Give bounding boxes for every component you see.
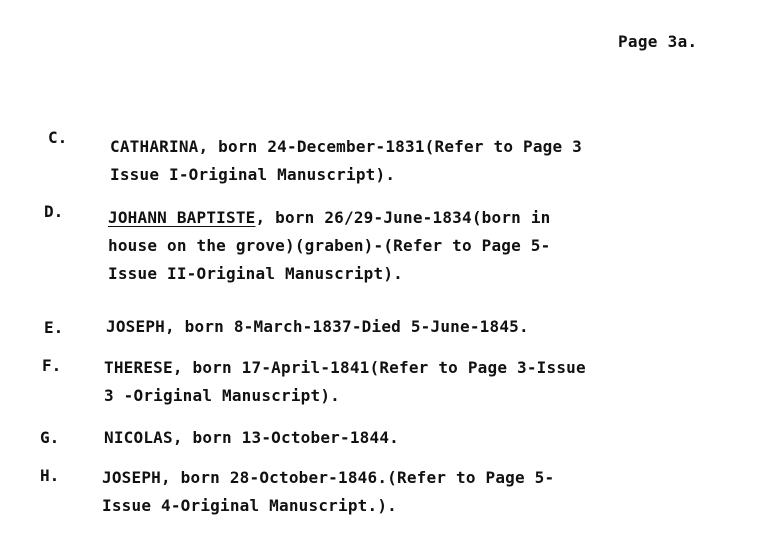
person-name: THERESE xyxy=(104,358,173,377)
entry-detail: , born 24-December-1831(Refer to Page 3 xyxy=(198,137,582,156)
person-name: NICOLAS xyxy=(104,428,173,447)
entry-detail: , born 13-October-1844. xyxy=(172,428,399,447)
entry-c-line-2: Issue I-Original Manuscript). xyxy=(110,165,396,184)
entry-f-line-2: 3 -Original Manuscript). xyxy=(104,386,340,405)
entry-letter-h: H. xyxy=(40,466,60,485)
entry-detail: , born 28-October-1846.(Refer to Page 5- xyxy=(161,468,555,487)
entry-f xyxy=(104,354,586,410)
entry-d-line-3: Issue II-Original Manuscript). xyxy=(108,264,403,283)
person-name: CATHARINA xyxy=(110,137,199,156)
entry-detail: , born 17-April-1841(Refer to Page 3-Issue xyxy=(172,358,586,377)
entry-detail: , born 8-March-1837-Died 5-June-1845. xyxy=(165,317,529,336)
entry-c xyxy=(110,133,582,189)
page-number: Page 3a. xyxy=(618,32,698,51)
entry-e-line-1 xyxy=(106,313,529,341)
entry-d-line-1 xyxy=(108,204,550,232)
entry-d-line-2: house on the grove)(graben)-(Refer to Page 5- xyxy=(108,236,551,255)
entry-letter-d: D. xyxy=(44,202,64,221)
entry-g-line-1 xyxy=(104,424,399,452)
entry-g xyxy=(104,424,399,452)
entry-f-line-1 xyxy=(104,354,586,382)
entry-h-line-2: Issue 4-Original Manuscript.). xyxy=(102,496,397,515)
entry-letter-c: C. xyxy=(48,128,68,147)
person-name: JOSEPH xyxy=(102,468,161,487)
entry-h-line-1 xyxy=(102,464,554,492)
person-name: JOHANN BAPTISTE xyxy=(108,208,256,227)
entry-letter-f: F. xyxy=(42,356,62,375)
entry-d xyxy=(108,204,550,288)
entry-detail: , born 26/29-June-1834(born in xyxy=(255,208,551,227)
entry-h xyxy=(102,464,554,520)
person-name: JOSEPH xyxy=(106,317,165,336)
entry-letter-g: G. xyxy=(40,428,60,447)
entry-letter-e: E. xyxy=(44,318,64,337)
entry-e xyxy=(106,313,529,341)
entry-c-line-1 xyxy=(110,133,582,161)
